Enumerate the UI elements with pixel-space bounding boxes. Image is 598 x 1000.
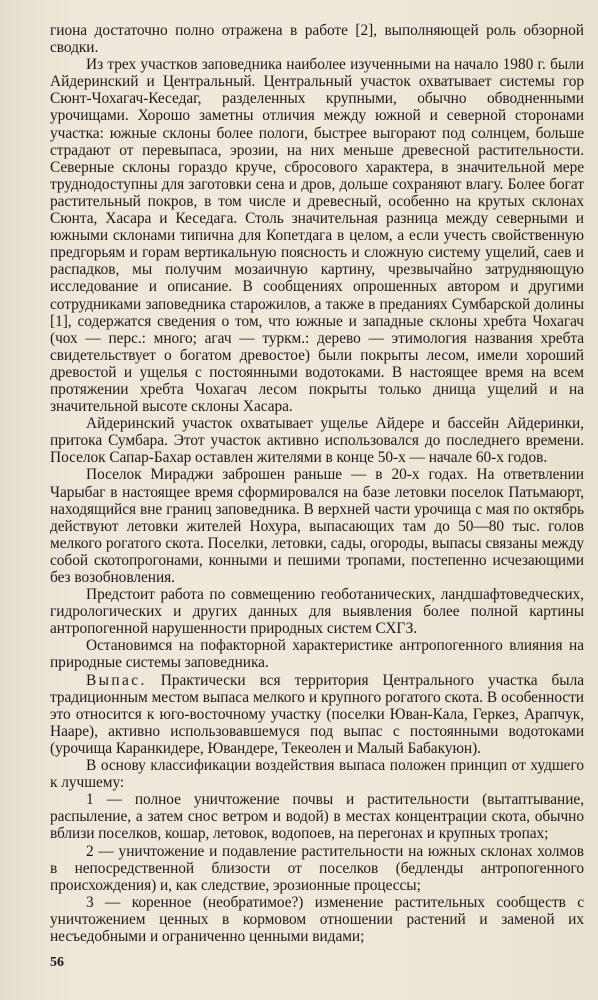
- paragraph-factor-characteristics: Остановимся на пофакторной характеристике антропогенного влияния на природные системы заповедника.: [50, 637, 584, 672]
- paragraph-miradzhi-settlement: Поселок Мираджи заброшен раньше — в 20-х годах. На ответвлении Чарыбаг в настоящее время сформировался на базе летовки поселок Патьмаюрт, находящийся вне границ заповедника. В верхней части урочища с мая по октябрь действуют летовки жителей Нохура, выпасающих там до 50—80 тыс. голов мелкого рогатого скота. Поселки, летовки, сады, огороды, выпасы связаны между собой скотопрогонами, конными и пешими тропами, постепенно исчезающими без возобновления.: [50, 466, 584, 586]
- paragraph-aiderinsky-section: Айдеринский участок охватывает ущелье Айдере и бассейн Айдеринки, притока Сумбара. Этот участок активно использовался до последнего времени. Поселок Сапар-Бахар оставлен жителями в конце 50-х — начале 60-х годов.: [50, 415, 584, 467]
- list-item-1: 1 — полное уничтожение почвы и растительности (вытаптывание, распыление, а затем снос ветром и водой) в местах концентрации скота, обычно вблизи поселков, кошар, летовок, водопоев, на перегонах и крупных тропах;: [50, 791, 584, 843]
- paragraph-grazing: [50, 672, 584, 757]
- list-item-3: 3 — коренное (необратимое?) изменение растительных сообществ с уничтожением ценных в кормовом отношении растений и заменой их несъедобными и ограниченно ценными видами;: [50, 893, 584, 945]
- paragraph-future-work: Предстоит работа по совмещению геоботанических, ландшафтоведческих, гидрологических и других данных для выявления более полной картины антропогенной нарушенности природных систем СХГЗ.: [50, 586, 584, 638]
- page-number: 56: [50, 955, 64, 970]
- list-item-2: 2 — уничтожение и подавление растительности на южных склонах холмов в непосредственной близости от поселков (бедленды антропогенного происхождения) и, как следствие, эрозионные процессы;: [50, 842, 584, 894]
- grazing-heading: Выпас.: [86, 671, 147, 689]
- paragraph-classification-principle: В основу классификации воздействия выпаса положен принцип от худшего к лучшему:: [50, 757, 584, 792]
- paragraph-reserve-sections: Из трех участков заповедника наиболее изученными на начало 1980 г. были Айдеринский и Центральный. Центральный участок охватывает системы гор Сюнт-Чохагач-Кеседаг, разделенных крупными, обычно обводненными урочищами. Хорошо заметны отличия между южной и северной сторонами участка: южные склоны более пологи, быстрее выгорают под солнцем, больше страдают от перевыпаса, эрозии, на них меньше древесной растительности. Северные склоны гораздо круче, сбросового характера, в значительной мере труднодоступны для заготовки сена и дров, дольше сохраняют влагу. Более богат растительный покров, в том числе и древесный, особенно на крутых склонах Сюнта, Хасара и Кеседага. Столь значительная разница между северными и южными склонами типична для Копетдага в целом, а если учесть свойственную предгорьям и горам вертикальную поясность и сложную систему ущелий, саев и распадков, мы получим мозаичную картину, чрезвычайно затрудняющую исследование и описание. В сообщениях опрошенных автором и другими сотрудниками заповедника старожилов, а также в преданиях Сумбарской долины [1], содержатся сведения о том, что южные и западные склоны хребта Чохагач (чох — перс.: много; агач — туркм.: дерево — этимология названия хребта свидетельствует о богатом древостое) были покрыты лесом, имели хороший древостой и ущелья с постоянными водотоками. В настоящее время на всем протяжении хребта Чохагач лесом покрыты только днища ущелий и на значительной высоте склоны Хасара.: [50, 56, 584, 416]
- grazing-text: Практически вся территория Центрального участка была традиционным местом выпаса мелкого и крупного рогатого скота. В особенности это относится к юго-восточному участку (поселки Юван-Кала, Геркез, Арапчук, Наарe), активно использовавшемуся под выпас с постоянными водотоками (урочища Каранкидере, Ювандере, Текеолен и Малый Бабакуюн).: [50, 671, 584, 757]
- paragraph-continuation: гиона достаточно полно отражена в работе [2], выполняющей роль обзорной сводки.: [50, 22, 584, 57]
